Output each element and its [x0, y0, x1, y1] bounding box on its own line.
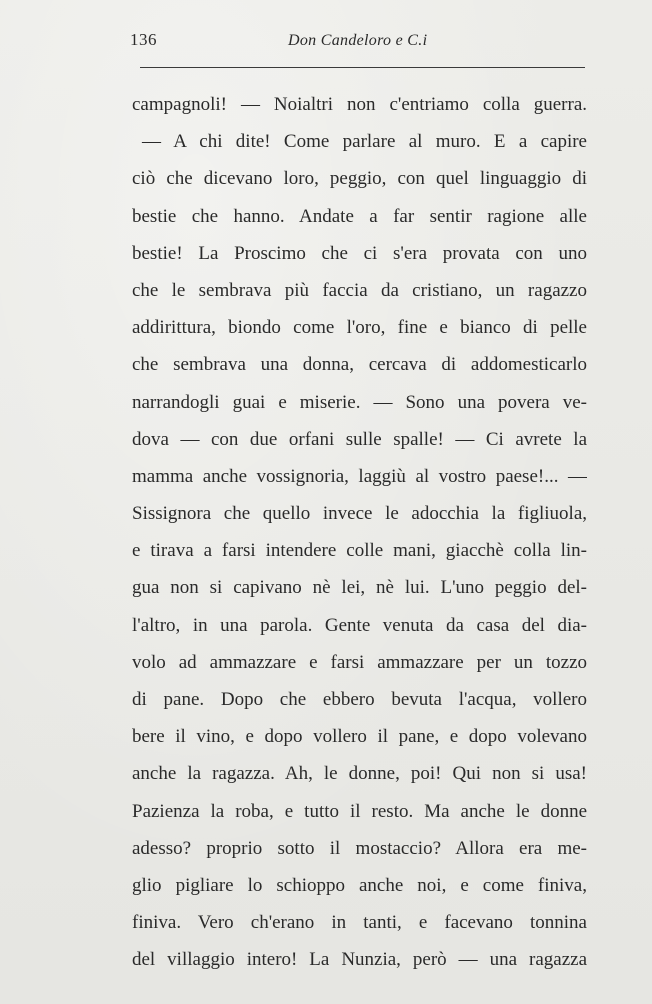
text-line: dova — con due orfani sulle spalle! — Ci avrete la	[132, 428, 587, 450]
text-line: adesso? proprio sotto il mostaccio? Allora era me-	[132, 837, 587, 859]
text-line: addirittura, biondo come l'oro, fine e bianco di pelle	[132, 317, 587, 339]
page-header	[130, 30, 585, 56]
text-line: campagnoli! — Noialtri non c'entriamo colla guerra.	[132, 94, 587, 115]
text-line: mamma anche vossignoria, laggiù al vostro paese!... —	[132, 465, 587, 487]
text-line: anche la ragazza. Ah, le donne, poi! Qui non si usa!	[132, 763, 587, 785]
text-line: volo ad ammazzare e farsi ammazzare per un tozzo	[132, 651, 587, 673]
text-line: l'altro, in una parola. Gente venuta da casa del dia-	[132, 614, 587, 636]
text-line: ciò che dicevano loro, peggio, con quel linguaggio di	[132, 168, 587, 190]
header-rule	[140, 67, 585, 68]
text-line: del villaggio intero! La Nunzia, però — una ragazza	[132, 949, 587, 971]
text-line: narrandogli guai e miserie. — Sono una povera ve-	[132, 391, 587, 413]
text-line: bestie che hanno. Andate a far sentir ragione alle	[132, 205, 587, 227]
body-text	[132, 86, 587, 979]
text-line: Sissignora che quello invece le adocchia la figliuola,	[132, 503, 587, 525]
page-number: 136	[130, 30, 157, 49]
running-title: Don Candeloro e C.i	[288, 32, 428, 49]
text-line: Pazienza la roba, e tutto il resto. Ma anche le donne	[132, 800, 587, 822]
text-line: che le sembrava più faccia da cristiano, un ragazzo	[132, 279, 587, 301]
text-line: glio pigliare lo schioppo anche noi, e come finiva,	[132, 874, 587, 896]
text-line: e tirava a farsi intendere colle mani, giacchè colla lin-	[132, 540, 587, 562]
text-line: bestie! La Proscimo che ci s'era provata con uno	[132, 242, 587, 264]
text-line: che sembrava una donna, cercava di addomesticarlo	[132, 354, 587, 376]
text-line: — A chi dite! Come parlare al muro. E a capire	[142, 131, 587, 153]
text-line: finiva. Vero ch'erano in tanti, e facevano tonnina	[132, 912, 587, 934]
text-line: gua non si capivano nè lei, nè lui. L'uno peggio del-	[132, 577, 587, 599]
text-line: di pane. Dopo che ebbero bevuta l'acqua, vollero	[132, 689, 587, 710]
text-line: bere il vino, e dopo vollero il pane, e dopo volevano	[132, 726, 587, 748]
